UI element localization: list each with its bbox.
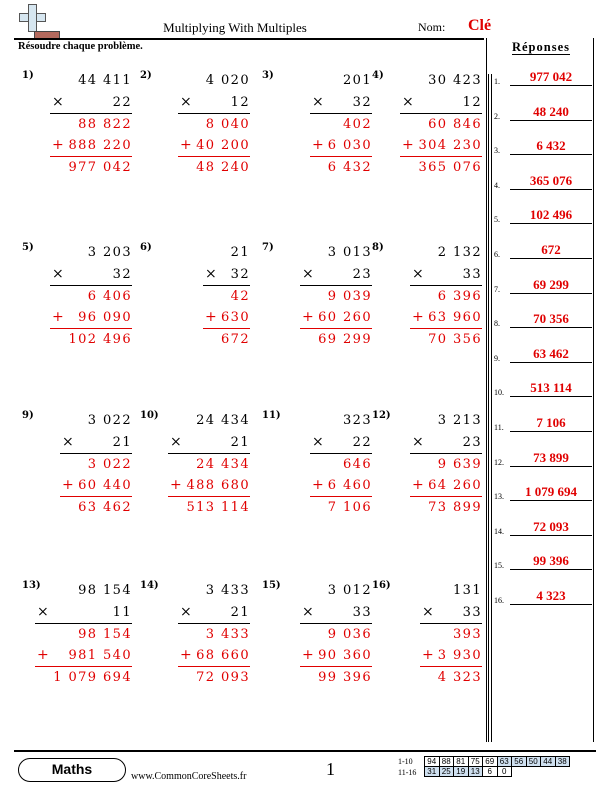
multiply-rule xyxy=(410,285,482,286)
answer-line xyxy=(510,327,592,328)
multiply-rule xyxy=(400,113,482,114)
answer-row xyxy=(494,587,594,607)
plus-sign: + xyxy=(180,647,192,663)
answer-row xyxy=(494,518,594,538)
multiply-sign: × xyxy=(302,604,314,620)
plus-sign: + xyxy=(312,477,324,493)
name-value: Clé xyxy=(468,17,492,34)
worksheet-title: Multiplying With Multiples xyxy=(163,20,307,35)
product-total: 102 496 xyxy=(68,332,132,347)
score-cell: 44 xyxy=(541,757,556,767)
problem-number: 16) xyxy=(372,580,391,591)
multiply-sign: × xyxy=(412,434,424,450)
plus-sign: + xyxy=(302,647,314,663)
answer-value: 4 323 xyxy=(536,588,566,603)
multiply-sign: × xyxy=(52,94,64,110)
score-cell: 31 xyxy=(425,767,440,777)
partial-product-1: 24 434 xyxy=(196,457,250,472)
answer-number: 2. xyxy=(494,111,500,121)
multiplier: 12 xyxy=(230,95,250,110)
sum-rule xyxy=(203,328,250,329)
answer-number: 5. xyxy=(494,215,500,225)
plus-sign: + xyxy=(62,477,74,493)
answer-row xyxy=(494,345,594,365)
answer-line xyxy=(510,500,592,501)
answer-value: 672 xyxy=(541,242,561,257)
answer-line xyxy=(510,431,592,432)
answer-value: 48 240 xyxy=(533,103,569,119)
problem-10 xyxy=(140,408,250,528)
problem-number: 14) xyxy=(140,580,159,591)
multiply-rule xyxy=(178,113,250,114)
multiply-rule xyxy=(203,285,250,286)
partial-product-1: 9 036 xyxy=(327,627,372,642)
problem-number: 6) xyxy=(140,242,152,253)
problem-number: 1) xyxy=(22,70,34,81)
multiply-rule xyxy=(35,623,132,624)
multiplicand: 30 423 xyxy=(428,73,482,88)
sum-rule xyxy=(168,496,250,497)
multiply-sign: × xyxy=(312,94,324,110)
plus-sign: + xyxy=(52,137,64,153)
multiplicand: 44 411 xyxy=(78,73,132,88)
score-cell: 19 xyxy=(454,767,469,777)
multiplier: 11 xyxy=(112,605,132,620)
problem-3 xyxy=(262,68,372,188)
partial-product-2: 68 660 xyxy=(196,648,250,663)
answers-header: Réponses xyxy=(511,40,570,54)
problem-number: 15) xyxy=(262,580,281,591)
multiply-sign: × xyxy=(205,266,217,282)
score-cell: 50 xyxy=(526,757,541,767)
problem-2 xyxy=(140,68,250,188)
problem-5 xyxy=(22,240,132,360)
sum-rule xyxy=(410,496,482,497)
product-total: 1 079 694 xyxy=(53,670,132,685)
multiply-rule xyxy=(50,113,132,114)
answer-number: 16. xyxy=(494,596,504,605)
plus-sign: + xyxy=(52,309,64,325)
product-total: 99 396 xyxy=(318,670,372,685)
answer-row xyxy=(494,103,594,123)
multiplier: 33 xyxy=(352,605,372,620)
partial-product-2: 40 200 xyxy=(196,138,250,153)
partial-product-1: 646 xyxy=(342,457,372,472)
plus-sign: + xyxy=(312,137,324,153)
problem-number: 5) xyxy=(22,242,34,253)
sum-rule xyxy=(60,496,132,497)
product-total: 69 299 xyxy=(318,332,372,347)
multiplier: 22 xyxy=(112,95,132,110)
score-cell: 75 xyxy=(468,757,483,767)
answer-row xyxy=(494,483,594,503)
partial-product-2: 63 960 xyxy=(428,310,482,325)
multiplier: 21 xyxy=(230,605,250,620)
answer-number: 13. xyxy=(494,492,504,502)
multiplicand: 323 xyxy=(342,413,372,428)
answer-number: 14. xyxy=(494,526,504,536)
answer-line xyxy=(510,85,592,86)
partial-product-2: 981 540 xyxy=(68,648,132,663)
multiplier: 32 xyxy=(352,95,372,110)
partial-product-1: 88 822 xyxy=(78,117,132,132)
partial-product-1: 3 022 xyxy=(87,457,132,472)
answer-line xyxy=(510,396,592,397)
answer-line xyxy=(510,189,592,190)
score-label-11-16: 11-16 xyxy=(398,768,417,777)
multiply-sign: × xyxy=(37,604,49,620)
instructions: Résoudre chaque problème. xyxy=(18,41,143,52)
sum-rule xyxy=(400,156,482,157)
multiply-sign: × xyxy=(422,604,434,620)
answer-row xyxy=(494,241,594,261)
multiplier: 12 xyxy=(462,95,482,110)
multiplier: 33 xyxy=(462,605,482,620)
answer-line xyxy=(510,535,592,536)
problem-number: 10) xyxy=(140,410,159,421)
multiplicand: 131 xyxy=(452,583,482,598)
answer-line xyxy=(510,362,592,363)
score-cell: 25 xyxy=(439,767,454,777)
multiplier: 23 xyxy=(462,435,482,450)
score-table xyxy=(424,756,570,777)
answer-row xyxy=(494,310,594,330)
partial-product-2: 6 460 xyxy=(327,478,372,493)
answer-number: 11. xyxy=(494,423,504,432)
answer-value: 365 076 xyxy=(529,172,573,188)
multiplicand: 3 012 xyxy=(327,583,372,598)
multiply-sign: × xyxy=(302,266,314,282)
plus-sign: + xyxy=(402,137,414,153)
product-total: 48 240 xyxy=(196,160,250,175)
score-cell: 88 xyxy=(439,757,454,767)
score-cell: 0 xyxy=(497,767,512,777)
footer-divider xyxy=(14,750,596,752)
problem-15 xyxy=(262,578,372,698)
product-total: 365 076 xyxy=(418,160,482,175)
multiplicand: 24 434 xyxy=(196,413,250,428)
multiply-rule xyxy=(420,623,482,624)
product-total: 6 432 xyxy=(327,160,372,175)
problem-1 xyxy=(22,68,132,188)
multiply-rule xyxy=(310,113,372,114)
answer-row xyxy=(494,276,594,296)
problem-number: 11) xyxy=(262,410,281,421)
multiplicand: 2 132 xyxy=(437,245,482,260)
partial-product-2: 60 260 xyxy=(318,310,372,325)
answer-number: 4. xyxy=(494,180,500,190)
multiplicand: 98 154 xyxy=(78,583,132,598)
multiplier: 32 xyxy=(112,267,132,282)
multiplicand: 4 020 xyxy=(205,73,250,88)
multiply-rule xyxy=(300,285,372,286)
sum-rule xyxy=(300,666,372,667)
multiplier: 32 xyxy=(230,267,250,282)
score-cell: 94 xyxy=(425,757,440,767)
sum-rule xyxy=(310,156,372,157)
problem-number: 2) xyxy=(140,70,152,81)
multiplier: 22 xyxy=(352,435,372,450)
subject-badge: Maths xyxy=(18,758,126,782)
multiplicand: 3 013 xyxy=(327,245,372,260)
multiply-rule xyxy=(178,623,250,624)
partial-product-2: 630 xyxy=(220,310,250,325)
answer-number: 6. xyxy=(494,250,500,259)
answer-row xyxy=(494,68,594,88)
multiply-sign: × xyxy=(402,94,414,110)
sum-rule xyxy=(178,666,250,667)
multiplicand: 3 203 xyxy=(87,245,132,260)
answer-row xyxy=(494,449,594,469)
answer-row xyxy=(494,137,594,157)
answer-number: 1. xyxy=(494,77,500,86)
multiply-rule xyxy=(410,453,482,454)
page-number: 1 xyxy=(326,759,335,779)
answer-number: 12. xyxy=(494,457,504,467)
multiplier: 33 xyxy=(462,267,482,282)
partial-product-2: 96 090 xyxy=(78,310,132,325)
answer-line xyxy=(510,466,592,467)
answer-row xyxy=(494,552,594,572)
plus-sign: + xyxy=(205,309,217,325)
product-total: 7 106 xyxy=(327,500,372,515)
problem-number: 7) xyxy=(262,242,274,253)
product-total: 4 323 xyxy=(437,670,482,685)
plus-sign: + xyxy=(412,309,424,325)
partial-product-1: 8 040 xyxy=(205,117,250,132)
multiplier: 21 xyxy=(230,435,250,450)
product-total: 70 356 xyxy=(428,332,482,347)
product-total: 977 042 xyxy=(68,160,132,175)
partial-product-1: 393 xyxy=(452,627,482,642)
partial-product-2: 488 680 xyxy=(186,478,250,493)
problem-number: 9) xyxy=(22,410,34,421)
multiply-sign: × xyxy=(180,94,192,110)
partial-product-2: 60 440 xyxy=(78,478,132,493)
answer-number: 8. xyxy=(494,319,500,329)
answer-value: 513 114 xyxy=(530,380,572,396)
multiplicand: 3 433 xyxy=(205,583,250,598)
multiply-sign: × xyxy=(412,266,424,282)
sum-rule xyxy=(410,328,482,329)
partial-product-2: 6 030 xyxy=(327,138,372,153)
problem-16 xyxy=(372,578,482,698)
answer-number: 9. xyxy=(494,353,500,363)
answer-line xyxy=(510,258,592,259)
partial-product-2: 304 230 xyxy=(418,138,482,153)
partial-product-1: 60 846 xyxy=(428,117,482,132)
answer-value: 6 432 xyxy=(536,138,566,154)
problem-number: 4) xyxy=(372,70,384,81)
answer-value: 102 496 xyxy=(529,207,573,223)
product-total: 513 114 xyxy=(186,500,250,515)
product-total: 73 899 xyxy=(428,500,482,515)
plus-sign: + xyxy=(302,309,314,325)
answer-value: 72 093 xyxy=(533,518,569,534)
answer-line xyxy=(510,569,592,570)
problem-6 xyxy=(140,240,250,360)
score-cell: 69 xyxy=(483,757,498,767)
problem-number: 8) xyxy=(372,242,384,253)
multiply-rule xyxy=(310,453,372,454)
product-total: 72 093 xyxy=(196,670,250,685)
partial-product-1: 3 433 xyxy=(205,627,250,642)
problem-14 xyxy=(140,578,250,698)
multiply-sign: × xyxy=(180,604,192,620)
partial-product-1: 402 xyxy=(342,117,372,132)
multiplicand: 21 xyxy=(230,245,250,260)
multiply-sign: × xyxy=(62,434,74,450)
multiply-rule xyxy=(60,453,132,454)
problem-12 xyxy=(372,408,482,528)
multiply-rule xyxy=(168,453,250,454)
answer-line xyxy=(510,293,592,294)
problem-8 xyxy=(372,240,482,360)
sum-rule xyxy=(420,666,482,667)
score-cell: 6 xyxy=(483,767,498,777)
answer-value: 73 899 xyxy=(533,449,569,465)
answer-row xyxy=(494,379,594,399)
answer-value: 1 079 694 xyxy=(525,484,577,500)
partial-product-1: 42 xyxy=(230,289,250,304)
answer-value: 977 042 xyxy=(529,69,573,84)
partial-product-2: 64 260 xyxy=(428,478,482,493)
header-divider xyxy=(14,38,484,40)
partial-product-1: 9 639 xyxy=(437,457,482,472)
score-cell: 38 xyxy=(555,757,570,767)
multiply-rule xyxy=(50,285,132,286)
score-cell: 56 xyxy=(512,757,527,767)
answer-value: 7 106 xyxy=(536,415,566,430)
sum-rule xyxy=(178,156,250,157)
answer-line xyxy=(510,604,592,605)
partial-product-2: 888 220 xyxy=(68,138,132,153)
problem-number: 12) xyxy=(372,410,391,421)
problem-number: 3) xyxy=(262,70,274,81)
answer-row xyxy=(494,206,594,226)
sum-rule xyxy=(50,328,132,329)
score-cell: 63 xyxy=(497,757,512,767)
name-label: Nom: xyxy=(418,20,446,34)
problem-11 xyxy=(262,408,372,528)
multiplier: 21 xyxy=(112,435,132,450)
problem-number: 13) xyxy=(22,580,41,591)
answer-line xyxy=(510,120,592,121)
score-cell: 13 xyxy=(468,767,483,777)
multiply-rule xyxy=(300,623,372,624)
plus-sign: + xyxy=(170,477,182,493)
product-total: 63 462 xyxy=(78,500,132,515)
problem-7 xyxy=(262,240,372,360)
site-url[interactable]: www.CommonCoreSheets.fr xyxy=(131,771,247,782)
multiply-sign: × xyxy=(312,434,324,450)
problem-9 xyxy=(22,408,132,528)
answer-number: 7. xyxy=(494,284,500,294)
partial-product-1: 98 154 xyxy=(78,627,132,642)
plus-sign: + xyxy=(180,137,192,153)
product-total: 672 xyxy=(220,332,250,347)
answer-line xyxy=(510,223,592,224)
answer-number: 15. xyxy=(494,561,504,571)
partial-product-1: 6 406 xyxy=(87,289,132,304)
partial-product-1: 6 396 xyxy=(437,289,482,304)
sum-rule xyxy=(35,666,132,667)
answer-value: 70 356 xyxy=(533,311,569,327)
partial-product-2: 90 360 xyxy=(318,648,372,663)
answer-value: 63 462 xyxy=(533,345,569,361)
answer-row xyxy=(494,172,594,192)
answer-value: 69 299 xyxy=(533,276,569,292)
multiplicand: 201 xyxy=(342,73,372,88)
multiplier: 23 xyxy=(352,267,372,282)
score-label-1-10: 1-10 xyxy=(398,757,413,766)
answer-number: 10. xyxy=(494,388,504,398)
problem-13 xyxy=(22,578,132,698)
answer-number: 3. xyxy=(494,146,500,156)
problem-4 xyxy=(372,68,482,188)
answer-value: 99 396 xyxy=(533,553,569,569)
sum-rule xyxy=(300,328,372,329)
multiply-sign: × xyxy=(52,266,64,282)
multiplicand: 3 213 xyxy=(437,413,482,428)
plus-sign: + xyxy=(37,647,49,663)
score-cell: 81 xyxy=(454,757,469,767)
sum-rule xyxy=(50,156,132,157)
plus-sign: + xyxy=(412,477,424,493)
multiply-sign: × xyxy=(170,434,182,450)
multiplicand: 3 022 xyxy=(87,413,132,428)
plus-sign: + xyxy=(422,647,434,663)
partial-product-1: 9 039 xyxy=(327,289,372,304)
answer-line xyxy=(510,154,592,155)
partial-product-2: 3 930 xyxy=(437,648,482,663)
sum-rule xyxy=(310,496,372,497)
answer-row xyxy=(494,414,594,434)
